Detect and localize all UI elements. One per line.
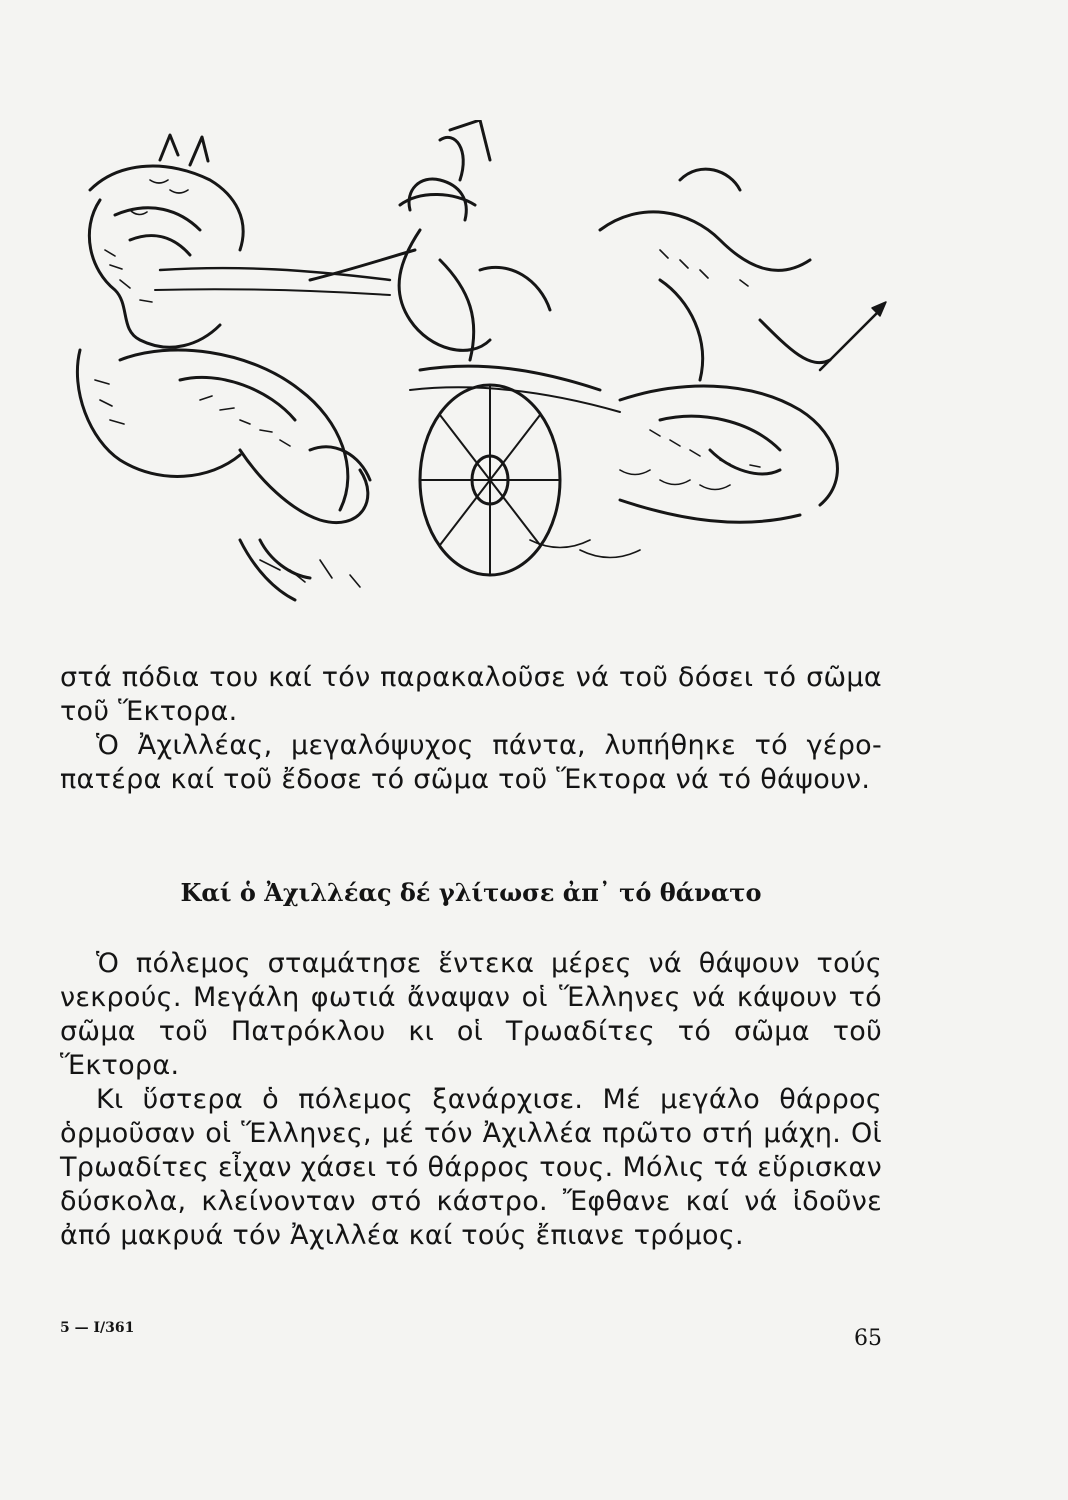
paragraph-top-1: στά πόδια του καί τόν παρακαλοῦσε νά τοῦ δόσει τό σῶμα τοῦ Ἕκτορα. [60,662,882,727]
charioteer-figure [310,120,550,360]
horses-figure [77,135,370,600]
paragraph-top-2: Ὁ Ἀχιλλέας, μεγαλόψυχος πάντα, λυπήθηκε τό γέρο-πατέρα καί τοῦ ἔδοσε τό σῶμα τοῦ Ἕκτορα νά τό θάψουν. [60,730,882,795]
printer-signature: 5 — I/361 [60,1320,135,1336]
chariot-illustration [60,120,900,610]
page-number: 65 [854,1326,882,1351]
chariot-wheel [420,385,560,575]
section-heading: Καί ὁ Ἀχιλλέας δέ γλίτωσε ἀπ᾽ τό θάνατο [180,878,762,907]
text-block-bottom [60,947,882,1253]
dragged-body-figure [600,169,837,522]
text-block-top [60,661,882,797]
paragraph-bottom-2: Κι ὕστερα ὁ πόλεμος ξανάρχισε. Μέ μεγάλο θάρρος ὁρμοῦσαν οἱ Ἕλληνες, μέ τόν Ἀχιλλέα πρῶτο στή μάχη. Οἱ Τρωαδίτες εἶχαν χάσει τό θάρρος τους. Μόλις τά εὕρισκαν δύσκολα, κλείνονταν στό κάστρο. Ἔφθανε καί νά ἰδοῦνε ἀπό μακρυά τόν Ἀχιλλέα καί τούς ἔπιανε τρόμος. [60,1084,882,1251]
paragraph-bottom-1: Ὁ πόλεμος σταμάτησε ἕντεκα μέρες νά θάψουν τούς νεκρούς. Μεγάλη φωτιά ἄναψαν οἱ Ἕλληνες νά κάψουν τό σῶμα τοῦ Πατρόκλου κι οἱ Τρωαδίτες τό σῶμα τοῦ Ἕκτορα. [60,948,882,1081]
